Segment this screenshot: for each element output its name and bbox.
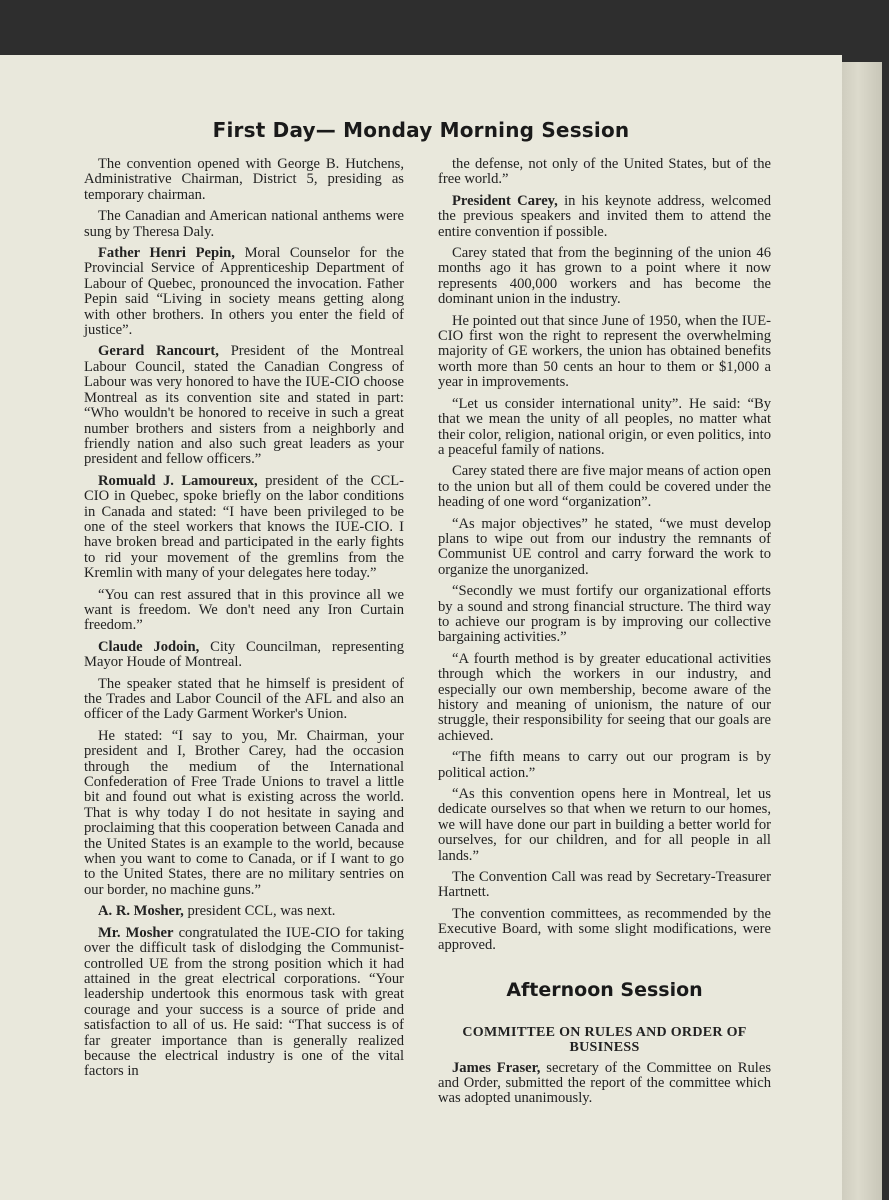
paragraph-text: The convention opened with George B. Hutchens, Administrative Chairman, District 5, presiding as temporary chairman. bbox=[84, 156, 404, 203]
paragraph-text: the defense, not only of the United States, but of the free world.” bbox=[438, 156, 771, 188]
paragraph-text: secretary of the Committee on Rules and Order, submitted the report of the committee which was adopted unanimously. bbox=[438, 1059, 771, 1107]
paragraph bbox=[84, 344, 404, 467]
paragraph bbox=[84, 474, 404, 582]
paragraph-text: “Let us consider international unity”. He said: “By that we mean the unity of all peoples, no matter what their color, religion, national origin, or even politics, into a peaceful family of nations. bbox=[438, 395, 771, 458]
speaker-name: A. R. Mosher, bbox=[98, 903, 184, 920]
paragraph-text: The Canadian and American national anthems were sung by Theresa Daly. bbox=[84, 208, 404, 240]
paragraph bbox=[84, 588, 404, 634]
paragraph-text: “You can rest assured that in this province all we want is freedom. We don't need any Iron Curtain freedom.” bbox=[84, 586, 404, 634]
paragraph bbox=[84, 926, 404, 1080]
paragraph bbox=[438, 907, 771, 953]
paragraph-text: Carey stated there are five major means of action open to the union but all of them could be covered under the heading of one word “organization”. bbox=[438, 463, 771, 511]
paragraph bbox=[438, 194, 771, 240]
paragraph bbox=[438, 157, 771, 188]
paragraph bbox=[438, 517, 771, 579]
paragraph-text: Moral Counselor for the Provincial Service of Apprenticeship Department of Labour of Quebec, pronounced the invocation. Father Pepin said “Living in society means getting along with other brothers. In others you enter the field of justice”. bbox=[84, 245, 404, 339]
paragraph-text: “A fourth method is by greater educational activities through which the workers in our industry, and especially our own membership, become aware of the history and meaning of unionism, the nature of our struggle, their responsibility for seeing that our goals are achieved. bbox=[438, 650, 771, 744]
paragraph-text: “Secondly we must fortify our organizational efforts by a sound and strong financial structure. The third way to achieve our program is by improving our collective bargaining activities.” bbox=[438, 583, 771, 646]
page-title: First Day— Monday Morning Session bbox=[212, 118, 630, 142]
paragraph bbox=[84, 157, 404, 203]
paragraph-text: He stated: “I say to you, Mr. Chairman, your president and I, Brother Carey, had the occasion through the medium of the International Confederation of Free Trade Unions to travel a little bit and found out what is existing across the world. That is why today I do not hesitate in saying and proclaiming that this cooperation between Canada and the United States is an example to the world, because when you want to come to Canada, or if I want to go to the United States, there are no military sentries on our border, no machine guns.” bbox=[84, 727, 404, 898]
speaker-name: President Carey, bbox=[452, 192, 558, 209]
paragraph-text: City Councilman, representing Mayor Houde of Montreal. bbox=[84, 638, 405, 671]
afternoon-session-title: Afternoon Session bbox=[506, 979, 703, 1002]
paragraph bbox=[438, 750, 771, 781]
paragraph-text: “As this convention opens here in Montreal, let us dedicate ourselves so that when we return to our homes, we will have done our part in building a better world for ourselves, for our children, and for all people in all lands.” bbox=[438, 786, 771, 864]
speaker-name: Gerard Rancourt, bbox=[98, 343, 219, 360]
paragraph bbox=[438, 584, 771, 646]
paragraph-text: The convention committees, as recommended by the Executive Board, with some slight modifications, were approved. bbox=[438, 905, 771, 953]
paragraph bbox=[84, 246, 404, 338]
paragraph bbox=[438, 464, 771, 510]
paragraph bbox=[438, 652, 771, 744]
right-column bbox=[438, 157, 771, 1113]
paragraph-text: president of the CCL-CIO in Quebec, spoke briefly on the labor conditions in Canada and stated: “I have been privileged to be one of the steel workers that knows the IUE-CIO. I have broken bread and participated in the early fights to rid your movement of the gremlins from the Kremlin with many of your delegates here today.” bbox=[84, 472, 404, 582]
speaker-name: Romuald J. Lamoureux, bbox=[98, 472, 258, 489]
paragraph bbox=[84, 677, 404, 723]
paragraph-text: congratulated the IUE-CIO for taking over the difficult task of dislodging the Communist-controlled UE from the strong position which it had attained in the great electrical corporations. “Your leadership undertook this enormous task with great courage and your success is a source of pride and satisfaction to all of us. He said: “That success is of far greater importance than is generally realized because the electrical industry is one of the vital factors in bbox=[84, 924, 404, 1080]
paragraph-text: The Convention Call was read by Secretary-Treasurer Hartnett. bbox=[438, 869, 771, 901]
speaker-name: Mr. Mosher bbox=[98, 924, 174, 941]
paragraph bbox=[438, 1061, 771, 1107]
paragraph-text: president CCL, was next. bbox=[183, 903, 336, 920]
paragraph-text: “As major objectives” he stated, “we must develop plans to wipe out from our industry the remnants of Communist UE control and carry forward the work to organize the unorganized. bbox=[438, 515, 771, 578]
paragraph-text: The speaker stated that he himself is president of the Trades and Labor Council of the AFL and also an officer of the Lady Garment Worker's Union. bbox=[84, 675, 404, 723]
speaker-name: Claude Jodoin, bbox=[98, 638, 200, 655]
paragraph bbox=[438, 787, 771, 864]
paragraph bbox=[438, 246, 771, 308]
paragraph-text: Carey stated that from the beginning of the union 46 months ago it has grown to a point where it now represents 400,000 workers and has become the dominant union in the industry. bbox=[438, 245, 771, 308]
paragraph bbox=[84, 729, 404, 898]
left-column bbox=[84, 157, 404, 1086]
speaker-name: Father Henri Pepin, bbox=[98, 245, 235, 262]
paragraph bbox=[438, 397, 771, 459]
committee-heading: COMMITTEE ON RULES AND ORDER OF BUSINESS bbox=[462, 1024, 747, 1055]
paragraph-text: He pointed out that since June of 1950, when the IUE-CIO first won the right to represent the overwhelming majority of GE workers, the union has obtained benefits worth more than 50 cents an hour to them or $1,000 a year in improvements. bbox=[438, 312, 771, 391]
speaker-name: James Fraser, bbox=[452, 1059, 541, 1076]
next-page-edge bbox=[842, 62, 882, 1200]
paragraph-text: in his keynote address, welcomed the previous speakers and invited them to attend the entire convention if possible. bbox=[438, 192, 771, 240]
paragraph bbox=[84, 209, 404, 240]
paragraph-text: “The fifth means to carry out our program is by political action.” bbox=[438, 749, 771, 781]
paragraph bbox=[84, 904, 404, 919]
paragraph bbox=[438, 314, 771, 391]
paragraph bbox=[84, 640, 404, 671]
paragraph-text: President of the Montreal Labour Council, stated the Canadian Congress of Labour was very honored to have the IUE-CIO choose Montreal as its convention site and stated in part: “Who wouldn't be honored to receive in such a great number brothers and sisters from a neighborly and friendly nation and also such great leaders as your president and fellow officers.” bbox=[84, 343, 404, 468]
paragraph bbox=[438, 870, 771, 901]
